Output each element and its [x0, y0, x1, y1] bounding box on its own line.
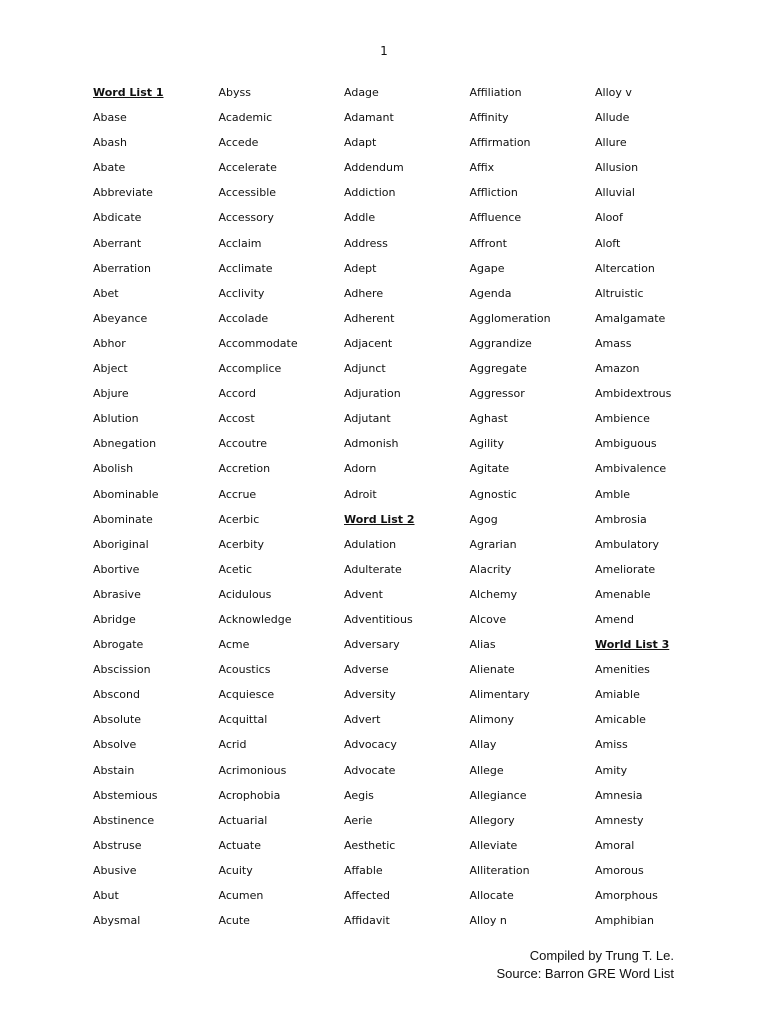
- word-item: Abstemious: [93, 788, 158, 802]
- word-item: Alienate: [469, 663, 515, 677]
- word-item: Acquiesce: [218, 688, 275, 702]
- word-item: Acknowledge: [218, 612, 292, 626]
- page-number: 1: [380, 44, 388, 58]
- word-item: Amenities: [595, 663, 650, 677]
- word-item: Addle: [344, 211, 376, 225]
- word-item: Amazon: [595, 362, 640, 376]
- word-item: Acidulous: [218, 587, 272, 601]
- word-item: Affected: [344, 889, 390, 902]
- word-item: Abrasive: [93, 587, 141, 601]
- word-item: Adulterate: [344, 562, 402, 576]
- word-item: Accommodate: [218, 336, 298, 350]
- word-item: Adjutant: [344, 412, 391, 426]
- word-item: Adapt: [344, 136, 377, 150]
- word-item: Acrophobia: [218, 788, 281, 802]
- word-item: Amnesia: [595, 788, 643, 802]
- word-item: Abject: [93, 362, 128, 376]
- word-item: Abusive: [93, 863, 137, 877]
- word-item: Accelerate: [218, 161, 277, 175]
- word-item: Actuate: [218, 838, 261, 852]
- word-column-1: [93, 85, 219, 938]
- word-item: Acclaim: [218, 236, 262, 250]
- word-item: Altercation: [595, 261, 655, 275]
- word-item: Affiliation: [469, 86, 522, 99]
- word-item: Accost: [218, 412, 255, 426]
- word-item: Addiction: [344, 186, 396, 200]
- word-item: Accessory: [218, 211, 274, 225]
- word-item: Ambivalence: [595, 462, 667, 476]
- word-item: Advent: [344, 587, 383, 601]
- word-item: Aegis: [344, 788, 374, 802]
- word-item: Allocate: [469, 889, 514, 902]
- footer: [497, 947, 675, 983]
- word-item: Admonish: [344, 437, 399, 451]
- word-item: Adhere: [344, 286, 384, 300]
- word-item: Acclivity: [218, 286, 265, 300]
- word-item: Abominable: [93, 487, 159, 501]
- word-item: Abeyance: [93, 311, 148, 325]
- word-item: Affable: [344, 863, 383, 877]
- word-item: Acuity: [218, 863, 253, 877]
- word-item: Abyss: [218, 86, 251, 99]
- word-item: Abstinence: [93, 813, 155, 827]
- word-item: Advocacy: [344, 738, 397, 752]
- word-item: Amiable: [595, 688, 640, 702]
- word-item: Adherent: [344, 311, 395, 325]
- word-item: Acerbic: [218, 512, 260, 526]
- word-item: Affront: [469, 236, 507, 250]
- word-item: Amend: [595, 612, 634, 626]
- word-item: Ameliorate: [595, 562, 656, 576]
- word-item: Agape: [469, 261, 505, 275]
- word-item: Adorn: [344, 462, 377, 476]
- word-item: Amalgamate: [595, 311, 666, 325]
- word-item: Adversary: [344, 638, 400, 652]
- word-item: Accord: [218, 387, 256, 401]
- word-item: Allude: [595, 111, 630, 125]
- word-item: Abdicate: [93, 211, 142, 225]
- word-item: Advocate: [344, 763, 396, 777]
- word-item: Abolish: [93, 462, 134, 476]
- word-item: Academic: [218, 111, 273, 125]
- word-item: Abut: [93, 889, 119, 902]
- word-item: Aloft: [595, 236, 621, 250]
- word-item: Adept: [344, 261, 377, 275]
- word-item: Accomplice: [218, 362, 282, 376]
- word-column-4: [470, 85, 596, 938]
- word-item: Abase: [93, 111, 127, 125]
- word-item: Allegory: [469, 813, 515, 827]
- word-list-heading: Word List 1: [93, 86, 164, 99]
- word-item: Adjunct: [344, 362, 386, 376]
- word-item: Accessible: [218, 186, 277, 200]
- word-list-heading: World List 3: [595, 638, 670, 652]
- word-item: Allusion: [595, 161, 639, 175]
- word-item: Allure: [595, 136, 627, 150]
- word-item: Alias: [469, 638, 496, 652]
- word-item: Abate: [93, 161, 126, 175]
- word-item: Agility: [469, 437, 504, 451]
- word-item: Affluence: [469, 211, 522, 225]
- word-item: Aerie: [344, 813, 373, 827]
- word-item: Aggrandize: [469, 336, 532, 350]
- word-item: Agrarian: [469, 537, 517, 551]
- word-item: Ambience: [595, 412, 650, 426]
- word-item: Abjure: [93, 387, 129, 401]
- word-item: Aloof: [595, 211, 623, 225]
- word-item: Amnesty: [595, 813, 644, 827]
- word-item: Aboriginal: [93, 537, 149, 551]
- word-item: Affirmation: [469, 136, 531, 150]
- word-columns: [93, 85, 721, 938]
- word-item: Abominate: [93, 512, 153, 526]
- word-item: Address: [344, 236, 388, 250]
- word-item: Amoral: [595, 838, 635, 852]
- word-item: Agitate: [469, 462, 510, 476]
- word-item: Allay: [469, 738, 497, 752]
- word-item: Alchemy: [469, 587, 518, 601]
- word-item: Amass: [595, 336, 632, 350]
- word-item: Abash: [93, 136, 127, 150]
- word-column-2: [219, 85, 345, 938]
- word-item: Aberration: [93, 261, 151, 275]
- word-item: Alleviate: [469, 838, 518, 852]
- word-item: Adroit: [344, 487, 377, 501]
- word-item: Absolute: [93, 713, 142, 727]
- word-item: Adamant: [344, 111, 394, 125]
- word-item: Accrue: [218, 487, 257, 501]
- word-item: Adjacent: [344, 336, 393, 350]
- word-item: Amenable: [595, 587, 651, 601]
- word-item: Alloy n: [469, 914, 507, 928]
- word-item: Actuarial: [218, 813, 268, 827]
- word-item: Abrogate: [93, 638, 144, 652]
- word-item: Aggressor: [469, 387, 525, 401]
- word-column-3: [344, 85, 470, 938]
- word-item: Affinity: [469, 111, 509, 125]
- word-item: Acoustics: [218, 663, 271, 677]
- word-item: Abscond: [93, 688, 140, 702]
- word-item: Accretion: [218, 462, 271, 476]
- word-item: Acrid: [218, 738, 247, 752]
- word-item: Abnegation: [93, 437, 157, 451]
- footer-compiled-by: Compiled by Trung T. Le.: [529, 948, 674, 963]
- word-item: Accoutre: [218, 437, 267, 451]
- word-item: Affliction: [469, 186, 518, 200]
- word-item: Alluvial: [595, 186, 635, 200]
- word-item: Adventitious: [344, 612, 413, 626]
- word-item: Abridge: [93, 612, 136, 626]
- word-item: Acme: [218, 638, 250, 652]
- word-item: Aggregate: [469, 362, 527, 376]
- word-item: Abortive: [93, 562, 140, 576]
- word-item: Acquittal: [218, 713, 268, 727]
- word-item: Alacrity: [469, 562, 512, 576]
- word-item: Alimentary: [469, 688, 530, 702]
- word-item: Abstain: [93, 763, 135, 777]
- word-item: Acerbity: [218, 537, 265, 551]
- word-item: Abet: [93, 286, 119, 300]
- word-item: Advert: [344, 713, 381, 727]
- word-item: Amiss: [595, 738, 628, 752]
- word-item: Ambidextrous: [595, 387, 672, 401]
- word-item: Accolade: [218, 311, 269, 325]
- word-item: Ambulatory: [595, 537, 660, 551]
- word-item: Ambiguous: [595, 437, 657, 451]
- word-item: Abysmal: [93, 914, 141, 928]
- word-item: Acute: [218, 914, 250, 928]
- word-item: Agenda: [469, 286, 512, 300]
- word-column-5: [595, 85, 721, 938]
- word-item: Altruistic: [595, 286, 644, 300]
- footer-source: Source: Barron GRE Word List: [496, 966, 674, 981]
- word-item: Alimony: [469, 713, 515, 727]
- word-item: Alloy v: [595, 86, 632, 99]
- word-item: Alliteration: [469, 863, 530, 877]
- word-item: Amphibian: [595, 914, 655, 928]
- word-item: Allegiance: [469, 788, 527, 802]
- word-item: Adverse: [344, 663, 389, 677]
- word-item: Agnostic: [469, 487, 517, 501]
- word-item: Ablution: [93, 412, 139, 426]
- word-item: Abstruse: [93, 838, 142, 852]
- word-item: Acrimonious: [218, 763, 287, 777]
- word-item: Abscission: [93, 663, 151, 677]
- word-item: Affix: [469, 161, 495, 175]
- word-item: Acetic: [218, 562, 253, 576]
- word-item: Ambrosia: [595, 512, 647, 526]
- word-item: Aesthetic: [344, 838, 396, 852]
- word-item: Agog: [469, 512, 498, 526]
- word-list-heading: Word List 2: [344, 512, 415, 526]
- word-item: Amicable: [595, 713, 646, 727]
- word-item: Amorous: [595, 863, 644, 877]
- word-item: Acumen: [218, 889, 264, 902]
- word-item: Amity: [595, 763, 628, 777]
- word-item: Amble: [595, 487, 631, 501]
- word-item: Adversity: [344, 688, 396, 702]
- word-item: Adjuration: [344, 387, 401, 401]
- word-item: Adage: [344, 86, 379, 99]
- word-item: Abhor: [93, 336, 126, 350]
- word-item: Alcove: [469, 612, 507, 626]
- word-item: Allege: [469, 763, 504, 777]
- word-item: Affidavit: [344, 914, 390, 928]
- word-item: Addendum: [344, 161, 404, 175]
- word-item: Accede: [218, 136, 259, 150]
- word-item: Abbreviate: [93, 186, 153, 200]
- word-item: Absolve: [93, 738, 137, 752]
- word-item: Adulation: [344, 537, 397, 551]
- word-item: Agglomeration: [469, 311, 551, 325]
- word-item: Amorphous: [595, 889, 658, 902]
- word-item: Aghast: [469, 412, 508, 426]
- word-item: Acclimate: [218, 261, 273, 275]
- word-item: Aberrant: [93, 236, 142, 250]
